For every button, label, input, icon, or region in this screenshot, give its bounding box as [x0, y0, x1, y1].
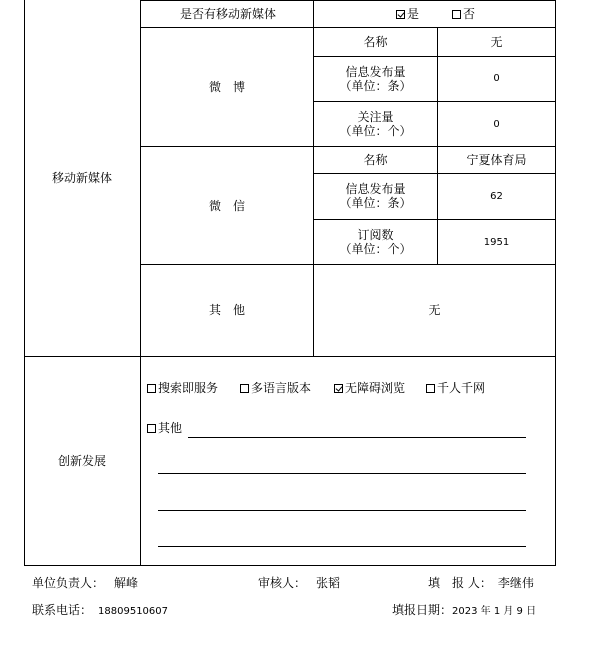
reviewer-value: 张韬	[316, 576, 341, 590]
yes-label: 是	[407, 7, 420, 21]
report-date	[392, 603, 536, 619]
option-label: 搜索即服务	[158, 381, 219, 395]
weibo-name-value: 无	[490, 35, 503, 49]
has-media-yes[interactable]	[396, 7, 419, 21]
no-checkbox-icon[interactable]	[452, 10, 461, 19]
option-other[interactable]	[147, 421, 182, 435]
row-line	[140, 27, 556, 28]
filler	[428, 576, 534, 590]
phone-label: 联系电话：	[32, 603, 93, 617]
wechat-posts-value: 62	[490, 191, 503, 202]
row-line	[140, 264, 556, 265]
section-innovation-label: 创新发展	[58, 454, 107, 468]
weibo-posts-value: 0	[493, 73, 500, 84]
fill-line[interactable]	[158, 510, 526, 511]
accessibility-checkbox-icon[interactable]	[334, 384, 343, 393]
wechat-name-label: 名称	[363, 153, 388, 167]
weibo-posts-label: 信息发布量	[345, 65, 406, 79]
wechat-subs-label: 订阅数	[357, 228, 394, 242]
unit-head-value: 解峰	[114, 576, 139, 590]
weibo-label: 微 博	[208, 80, 245, 94]
section-media-label: 移动新媒体	[52, 171, 113, 185]
multilingual-checkbox-icon[interactable]	[240, 384, 249, 393]
weibo-name-label: 名称	[363, 35, 388, 49]
other-fill-line[interactable]	[188, 437, 526, 438]
option-multilingual[interactable]	[240, 381, 311, 395]
unit-head	[32, 576, 138, 590]
weibo-follow-value: 0	[493, 119, 500, 130]
option-label: 多语言版本	[251, 381, 312, 395]
no-label: 否	[463, 7, 476, 21]
other-checkbox-icon[interactable]	[147, 424, 156, 433]
weibo-posts-unit: （单位：条）	[339, 79, 412, 93]
reviewer-label: 审核人：	[258, 576, 307, 590]
table-border-right	[555, 0, 556, 565]
wechat-subs-unit: （单位：个）	[339, 242, 412, 256]
reviewer	[258, 576, 340, 590]
option-search-as-service[interactable]	[147, 381, 218, 395]
weibo-follow-label: 关注量	[357, 110, 394, 124]
phone	[32, 603, 168, 619]
wechat-posts-unit: （单位：条）	[339, 196, 412, 210]
yes-checkbox-icon[interactable]	[396, 10, 405, 19]
has-media-label: 是否有移动新媒体	[180, 7, 277, 21]
personalized-checkbox-icon[interactable]	[426, 384, 435, 393]
unit-head-label: 单位负责人：	[32, 576, 105, 590]
filler-label: 填 报 人：	[428, 576, 492, 590]
date-value: 2023 年 1 月 9 日	[452, 606, 537, 617]
other-label: 其 他	[208, 303, 245, 317]
table-border-bottom	[24, 565, 556, 566]
wechat-name-value: 宁夏体育局	[466, 153, 527, 167]
row-line	[313, 56, 556, 57]
search-service-checkbox-icon[interactable]	[147, 384, 156, 393]
option-label: 其他	[158, 421, 183, 435]
row-line	[313, 219, 556, 220]
row-line	[313, 101, 556, 102]
table-border-left	[24, 0, 25, 565]
option-label: 千人千网	[437, 381, 486, 395]
row-line	[24, 356, 556, 357]
wechat-posts-label: 信息发布量	[345, 182, 406, 196]
row-line	[140, 146, 556, 147]
table-border-top	[140, 0, 556, 1]
option-label: 无障碍浏览	[345, 381, 406, 395]
phone-value: 18809510607	[98, 606, 169, 617]
option-personalized[interactable]	[426, 381, 485, 395]
weibo-follow-unit: （单位：个）	[339, 124, 412, 138]
filler-value: 李继伟	[497, 576, 534, 590]
date-label: 填报日期：	[392, 603, 453, 617]
other-value: 无	[428, 303, 441, 317]
wechat-label: 微 信	[208, 199, 245, 213]
option-accessibility[interactable]	[334, 381, 405, 395]
wechat-subs-value: 1951	[483, 237, 510, 248]
has-media-no[interactable]	[452, 7, 475, 21]
fill-line[interactable]	[158, 473, 526, 474]
row-line	[313, 173, 556, 174]
fill-line[interactable]	[158, 546, 526, 547]
